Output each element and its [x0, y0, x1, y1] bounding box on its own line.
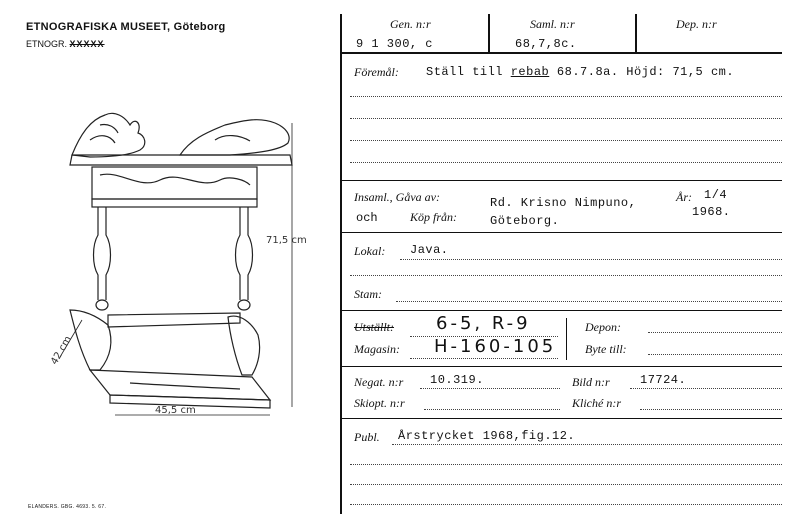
location-divider [566, 318, 567, 360]
dep-nr-label: Dep. n:r [676, 17, 717, 31]
bild-dotted-line [630, 388, 782, 389]
foremal-value-underlined: rebab [510, 65, 550, 79]
date-value: 1/4 [704, 188, 728, 202]
insaml-och-label: och [356, 211, 378, 225]
lokal-value: Java. [410, 243, 449, 257]
kliche-dotted-line [640, 409, 782, 410]
header-divider-2 [635, 14, 637, 52]
stam-label: Stam: [354, 287, 382, 301]
height-dimension-label: 71,5 cm [266, 235, 307, 246]
foremal-value-pre: Ställ till [426, 65, 511, 79]
year-value: 1968. [692, 205, 731, 219]
form-left-border [340, 14, 342, 514]
base-foot-right [228, 316, 260, 375]
rebab-stand-drawing [30, 95, 330, 425]
header-divider-1 [488, 14, 490, 52]
department-line [26, 39, 105, 49]
department-prefix: ETNOGR. [26, 39, 68, 49]
saml-nr-label: Saml. n:r [530, 17, 575, 31]
stam-bottom-rule [340, 310, 782, 311]
publ-dotted-line-4 [350, 504, 782, 505]
top-carving-right [180, 120, 289, 155]
lokal-label: Lokal: [354, 244, 386, 258]
insaml-kop-label: Köp från: [410, 210, 458, 224]
utstallt-label: Utställt: [354, 320, 395, 334]
insaml-gava-label: Insaml., Gåva av: [354, 190, 440, 204]
publ-value: Årstrycket 1968,fig.12. [398, 429, 576, 443]
location-bottom-rule [340, 366, 782, 367]
ar-label: År: [676, 190, 692, 204]
bild-label: Bild n:r [572, 375, 610, 389]
lokal-dotted-line-2 [350, 275, 782, 276]
negat-value: 10.319. [430, 373, 484, 387]
insaml-bottom-rule [340, 232, 782, 233]
gen-nr-value: 9 1 300, c [356, 37, 434, 51]
saml-nr-value: 68,7,8c. [515, 37, 577, 51]
skiopt-dotted-line [424, 409, 560, 410]
header-bottom-rule [340, 52, 782, 54]
source-value: Göteborg. [490, 214, 560, 228]
depth-dimension-label: 42 cm [49, 334, 75, 367]
donor-value: Rd. Krisno Nimpuno, [490, 196, 637, 210]
publ-dotted-line-1 [392, 444, 782, 445]
skiopt-label: Skiopt. n:r [354, 396, 405, 410]
foremal-label: Föremål: [354, 65, 399, 79]
foremal-dotted-line-3 [350, 140, 782, 141]
foremal-value [426, 65, 734, 79]
magasin-dotted-line [410, 358, 558, 359]
top-carving-left [72, 113, 145, 157]
depon-dotted-line [648, 332, 782, 333]
negat-label: Negat. n:r [354, 375, 404, 389]
foremal-bottom-rule [340, 180, 782, 181]
publ-dotted-line-3 [350, 484, 782, 485]
lokal-dotted-line [400, 259, 782, 260]
stam-dotted-line [396, 301, 782, 302]
negat-dotted-line [420, 388, 560, 389]
publ-label: Publ. [354, 430, 380, 444]
gen-nr-label: Gen. n:r [390, 17, 431, 31]
department-struck: XXXXX [69, 39, 105, 49]
foremal-dotted-line-2 [350, 118, 782, 119]
width-dimension-label: 45,5 cm [155, 405, 196, 416]
foremal-dotted-line-1 [350, 96, 782, 97]
negat-bottom-rule [340, 418, 782, 419]
byte-dotted-line [648, 354, 782, 355]
utstallt-value: 6-5, R-9 [436, 313, 531, 334]
printer-imprint: ELANDERS. GBG. 4693. 5. 67. [28, 504, 107, 510]
bild-value: 17724. [640, 373, 687, 387]
museum-name: ETNOGRAFISKA MUSEET, Göteborg [26, 21, 226, 33]
base-foot-left [70, 310, 111, 370]
foremal-dotted-line-4 [350, 162, 782, 163]
foremal-value-post: 68.7.8a. Höjd: 71,5 cm. [549, 65, 735, 79]
publ-dotted-line-2 [350, 464, 782, 465]
magasin-label: Magasin: [354, 342, 400, 356]
byte-till-label: Byte till: [585, 342, 627, 356]
magasin-value: H-160-105 [434, 336, 557, 357]
depon-label: Depon: [585, 320, 621, 334]
kliche-label: Kliché n:r [572, 396, 621, 410]
